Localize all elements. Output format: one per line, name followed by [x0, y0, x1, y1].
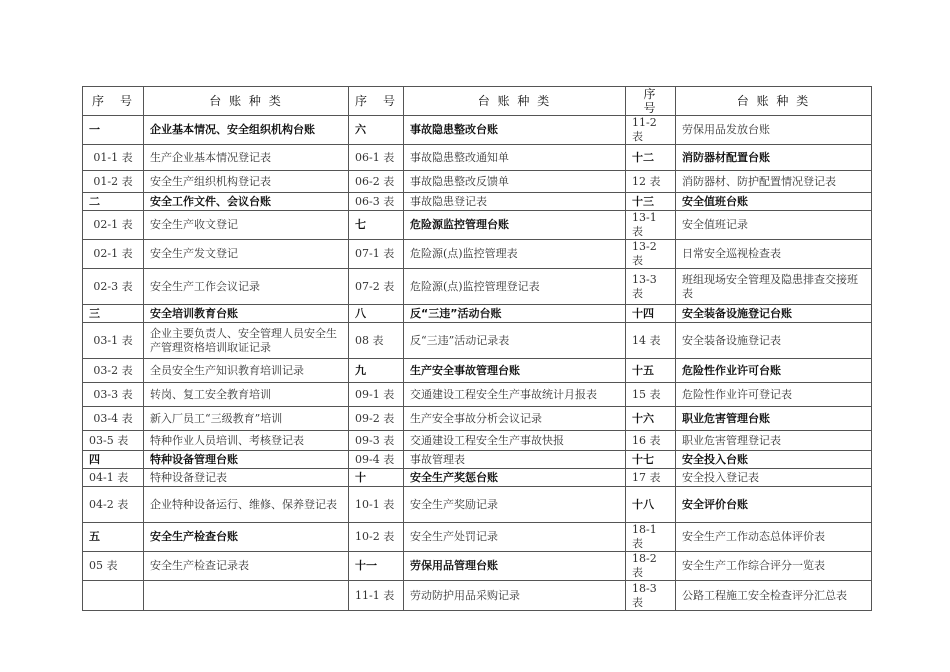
- seq-cell: 18-1 表: [626, 523, 676, 552]
- ledger-index-table: [82, 86, 872, 611]
- ledger-type-cell: 事故隐患整改台账: [404, 116, 626, 145]
- seq-cell: 十八: [626, 487, 676, 523]
- seq-cell: 03-3 表: [83, 383, 144, 407]
- ledger-type-cell: 危险性作业许可登记表: [676, 383, 872, 407]
- seq-cell: 11-2 表: [626, 116, 676, 145]
- ledger-type-cell: 安全生产工作综合评分一览表: [676, 552, 872, 581]
- seq-cell: 十: [349, 469, 404, 487]
- seq-cell: 九: [349, 359, 404, 383]
- ledger-type-cell: 安全值班台账: [676, 193, 872, 211]
- seq-cell: 09-1 表: [349, 383, 404, 407]
- seq-cell: 09-2 表: [349, 407, 404, 431]
- seq-cell: 10-1 表: [349, 487, 404, 523]
- seq-cell: 16 表: [626, 431, 676, 451]
- table-row: [83, 451, 872, 469]
- ledger-type-cell: 班组现场安全管理及隐患排查交接班表: [676, 269, 872, 305]
- seq-cell: 04-2 表: [83, 487, 144, 523]
- table-row: [83, 469, 872, 487]
- seq-cell: 三: [83, 305, 144, 323]
- seq-cell: 13-2 表: [626, 240, 676, 269]
- ledger-type-cell: 生产企业基本情况登记表: [144, 145, 349, 171]
- ledger-type-cell: 反“三违”活动台账: [404, 305, 626, 323]
- ledger-type-cell: 安全投入登记表: [676, 469, 872, 487]
- ledger-type-cell: 转岗、复工安全教育培训: [144, 383, 349, 407]
- ledger-type-cell: 安全生产奖励记录: [404, 487, 626, 523]
- table-row: [83, 211, 872, 240]
- seq-cell: 04-1 表: [83, 469, 144, 487]
- ledger-type-cell: 生产安全事故管理台账: [404, 359, 626, 383]
- seq-cell: 18-2 表: [626, 552, 676, 581]
- seq-cell: 06-1 表: [349, 145, 404, 171]
- ledger-type-cell: 安全装备设施登记台账: [676, 305, 872, 323]
- seq-cell: 一: [83, 116, 144, 145]
- col-header-type: 台 账 种 类: [676, 87, 872, 116]
- ledger-type-cell: 安全生产工作会议记录: [144, 269, 349, 305]
- seq-cell: 八: [349, 305, 404, 323]
- ledger-type-cell: 安全生产检查记录表: [144, 552, 349, 581]
- ledger-type-cell: 劳保用品管理台账: [404, 552, 626, 581]
- seq-cell: 10-2 表: [349, 523, 404, 552]
- ledger-type-cell: 安全评价台账: [676, 487, 872, 523]
- seq-cell: 01-1 表: [83, 145, 144, 171]
- ledger-type-cell: 安全生产奖惩台账: [404, 469, 626, 487]
- ledger-type-cell: 交通建设工程安全生产事故快报: [404, 431, 626, 451]
- table-header-row: [83, 87, 872, 116]
- seq-cell: 12 表: [626, 171, 676, 193]
- seq-cell: 03-1 表: [83, 323, 144, 359]
- table-row: [83, 523, 872, 552]
- seq-cell: 09-3 表: [349, 431, 404, 451]
- col-header-seq: 序 号: [83, 87, 144, 116]
- table-row: [83, 383, 872, 407]
- ledger-type-cell: 全员安全生产知识教育培训记录: [144, 359, 349, 383]
- table-row: [83, 193, 872, 211]
- table-row: [83, 487, 872, 523]
- seq-cell: 13-3 表: [626, 269, 676, 305]
- ledger-type-cell: 消防器材配置台账: [676, 145, 872, 171]
- col-header-type: 台 账 种 类: [144, 87, 349, 116]
- seq-cell: 02-1 表: [83, 240, 144, 269]
- seq-cell: 13-1 表: [626, 211, 676, 240]
- seq-cell: 17 表: [626, 469, 676, 487]
- seq-cell: 07-1 表: [349, 240, 404, 269]
- ledger-type-cell: 企业特种设备运行、维修、保养登记表: [144, 487, 349, 523]
- seq-cell: 08 表: [349, 323, 404, 359]
- table-row: [83, 431, 872, 451]
- ledger-type-cell: 事故隐患整改反馈单: [404, 171, 626, 193]
- seq-cell: 03-5 表: [83, 431, 144, 451]
- ledger-type-cell: 安全工作文件、会议台账: [144, 193, 349, 211]
- ledger-type-cell: 事故隐患登记表: [404, 193, 626, 211]
- ledger-type-cell: 事故隐患整改通知单: [404, 145, 626, 171]
- table-row: [83, 240, 872, 269]
- table-row: [83, 171, 872, 193]
- ledger-type-cell: 特种作业人员培训、考核登记表: [144, 431, 349, 451]
- seq-cell: 07-2 表: [349, 269, 404, 305]
- ledger-type-cell: 职业危害管理台账: [676, 407, 872, 431]
- ledger-type-cell: 职业危害管理登记表: [676, 431, 872, 451]
- ledger-type-cell: 安全装备设施登记表: [676, 323, 872, 359]
- seq-cell: 六: [349, 116, 404, 145]
- ledger-type-cell: 企业基本情况、安全组织机构台账: [144, 116, 349, 145]
- ledger-type-cell: 特种设备管理台账: [144, 451, 349, 469]
- ledger-type-cell: 事故管理表: [404, 451, 626, 469]
- seq-cell: 02-1 表: [83, 211, 144, 240]
- seq-cell: 11-1 表: [349, 581, 404, 611]
- ledger-type-cell: 消防器材、防护配置情况登记表: [676, 171, 872, 193]
- seq-cell: 十一: [349, 552, 404, 581]
- ledger-type-cell: 安全生产收文登记: [144, 211, 349, 240]
- ledger-type-cell: 危险性作业许可台账: [676, 359, 872, 383]
- ledger-type-cell: 安全培训教育台账: [144, 305, 349, 323]
- ledger-type-cell: 安全生产检查台账: [144, 523, 349, 552]
- seq-cell: 十四: [626, 305, 676, 323]
- col-header-seq: 序 号: [626, 87, 676, 116]
- seq-cell: 14 表: [626, 323, 676, 359]
- seq-cell: [83, 581, 144, 611]
- ledger-type-cell: 安全值班记录: [676, 211, 872, 240]
- ledger-type-cell: 危险源(点)监控管理登记表: [404, 269, 626, 305]
- seq-cell: 05 表: [83, 552, 144, 581]
- seq-cell: 十六: [626, 407, 676, 431]
- ledger-type-cell: 特种设备登记表: [144, 469, 349, 487]
- table-row: [83, 145, 872, 171]
- ledger-type-cell: 安全生产发文登记: [144, 240, 349, 269]
- ledger-type-cell: 劳动防护用品采购记录: [404, 581, 626, 611]
- ledger-type-cell: 交通建设工程安全生产事故统计月报表: [404, 383, 626, 407]
- seq-cell: 二: [83, 193, 144, 211]
- seq-cell: 06-2 表: [349, 171, 404, 193]
- ledger-type-cell: 新入厂员工“三级教育”培训: [144, 407, 349, 431]
- ledger-type-cell: 安全生产组织机构登记表: [144, 171, 349, 193]
- table-row: [83, 407, 872, 431]
- seq-cell: 十五: [626, 359, 676, 383]
- seq-cell: 四: [83, 451, 144, 469]
- table-row: [83, 116, 872, 145]
- ledger-type-cell: 生产安全事故分析会议记录: [404, 407, 626, 431]
- table-row: [83, 581, 872, 611]
- seq-cell: 十三: [626, 193, 676, 211]
- seq-cell: 15 表: [626, 383, 676, 407]
- ledger-type-cell: 劳保用品发放台账: [676, 116, 872, 145]
- table-row: [83, 552, 872, 581]
- ledger-type-cell: 危险源(点)监控管理表: [404, 240, 626, 269]
- ledger-type-cell: 反“三违”活动记录表: [404, 323, 626, 359]
- seq-cell: 03-2 表: [83, 359, 144, 383]
- seq-cell: 七: [349, 211, 404, 240]
- seq-cell: 01-2 表: [83, 171, 144, 193]
- table-row: [83, 323, 872, 359]
- ledger-type-cell: [144, 581, 349, 611]
- ledger-type-cell: 日常安全巡视检查表: [676, 240, 872, 269]
- ledger-type-cell: 危险源监控管理台账: [404, 211, 626, 240]
- seq-cell: 五: [83, 523, 144, 552]
- table-row: [83, 269, 872, 305]
- ledger-type-cell: 安全生产处罚记录: [404, 523, 626, 552]
- seq-cell: 十七: [626, 451, 676, 469]
- seq-cell: 09-4 表: [349, 451, 404, 469]
- seq-cell: 03-4 表: [83, 407, 144, 431]
- ledger-type-cell: 公路工程施工安全检查评分汇总表: [676, 581, 872, 611]
- ledger-type-cell: 企业主要负责人、安全管理人员安全生产管理资格培训取证记录: [144, 323, 349, 359]
- ledger-type-cell: 安全投入台账: [676, 451, 872, 469]
- col-header-seq: 序 号: [349, 87, 404, 116]
- table-row: [83, 359, 872, 383]
- seq-cell: 06-3 表: [349, 193, 404, 211]
- seq-cell: 02-3 表: [83, 269, 144, 305]
- col-header-type: 台 账 种 类: [404, 87, 626, 116]
- seq-cell: 18-3 表: [626, 581, 676, 611]
- seq-cell: 十二: [626, 145, 676, 171]
- table-row: [83, 305, 872, 323]
- ledger-type-cell: 安全生产工作动态总体评价表: [676, 523, 872, 552]
